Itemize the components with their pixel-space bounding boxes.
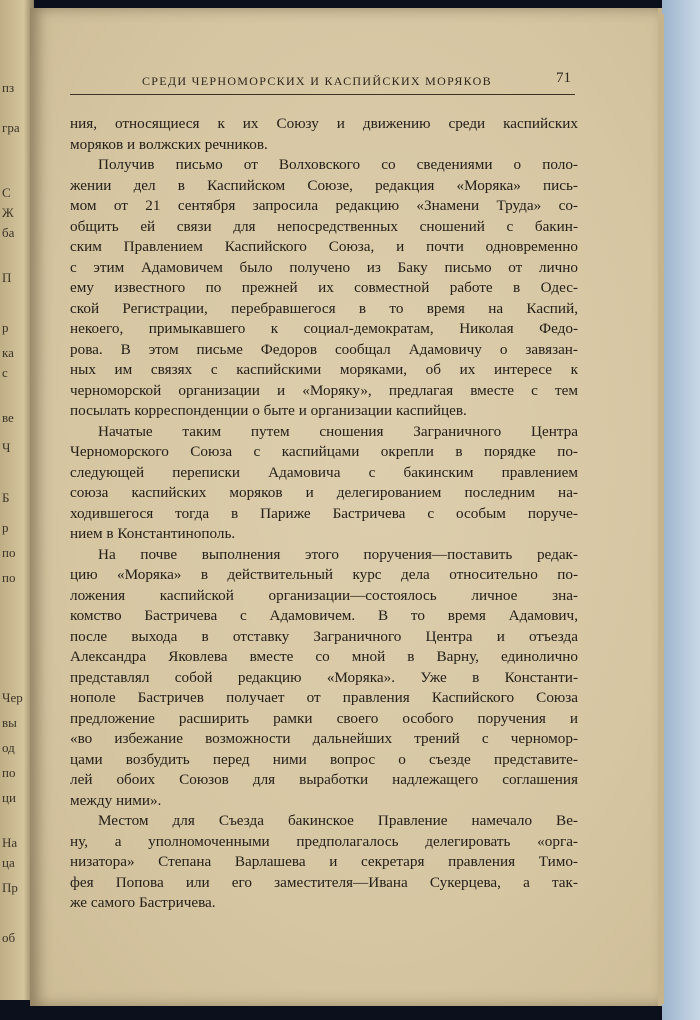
previous-page-edge (0, 0, 34, 1000)
text-line: моряков и волжских речников. (70, 135, 268, 153)
text-line: рова. В этом письме Федоров сообщал Адамовичу о завязан- (70, 340, 578, 358)
text-line: мом от 21 сентября запросила редакцию «Знамени Труда» со- (70, 197, 578, 214)
previous-page-text-fragment: р (2, 320, 9, 335)
previous-page-text-fragment: На (2, 835, 18, 850)
text-line: Местом для Съезда бакинское Правление намечало Ве- (98, 812, 578, 829)
previous-page-text-fragment: ве (2, 410, 14, 425)
text-line: же самого Бастричева. (70, 894, 216, 911)
text-line: нополе Бастричев получает от правления Каспийского Союза (70, 689, 578, 706)
text-line: некоего, примыкавшего к социал-демократам, Николая Федо- (70, 320, 578, 337)
text-line: предложение расширить рамки своего особого поручения и (70, 709, 578, 727)
previous-page-text-fragment: ци (2, 790, 16, 805)
paragraph (70, 114, 578, 155)
text-line: ну, а уполномоченными предполагалось делегировать «орга- (70, 832, 578, 850)
text-line: после выхода в отставку Заграничного Центра и отъезда (70, 627, 578, 645)
paragraph (70, 545, 578, 812)
page-header (70, 66, 575, 95)
previous-page-text-fragment: ца (2, 855, 15, 870)
previous-page-text-fragment: Пр (2, 880, 18, 895)
text-line: черноморской организации и «Моряку», предлагая вместе с тем (70, 381, 578, 399)
text-line: Получив письмо от Волховского со сведениями о поло- (98, 156, 578, 173)
text-line: ложения каспийской организации—состоялось личное зна- (70, 586, 578, 604)
text-line: На почве выполнения этого поручения—поставить редак- (98, 545, 578, 563)
text-line: нием в Константинополь. (70, 525, 236, 542)
paragraph (70, 422, 578, 545)
previous-page-text-fragment: по (2, 765, 16, 780)
previous-page-text-fragment: Чер (2, 690, 23, 705)
text-line: ния, относящиеся к их Союзу и движению среди каспийских (70, 115, 578, 132)
previous-page-text-fragment: П (2, 270, 12, 285)
text-line: Александра Яковлева вместе со мной в Варну, единолично (70, 648, 578, 665)
previous-page-text-fragment: гра (2, 120, 20, 135)
text-line: «во избежание возможности дальнейших трений с черномор- (70, 730, 578, 747)
text-line: цами возбудить перед ними вопрос о съезде представите- (70, 750, 578, 768)
text-line: следующей переписки Адамовича с бакинским правлением (70, 463, 578, 481)
background-board (662, 0, 700, 1020)
text-line: низатора» Степана Варлашева и секретаря правления Тимо- (70, 853, 578, 870)
text-line: ским Правлением Каспийского Союза, и почти одновременно (70, 238, 578, 255)
book-page (30, 8, 658, 1006)
previous-page-text-fragment: од (2, 740, 15, 755)
paragraph (70, 155, 578, 422)
page-number: 71 (556, 70, 571, 86)
text-line: представлял собой редакцию «Моряка». Уже в Константи- (70, 668, 578, 686)
text-line: ской Регистрации, перебравшегося в то время на Каспий, (70, 299, 578, 317)
text-line: ходившегося тогда в Париже Бастричева с особым поруче- (70, 504, 578, 522)
previous-page-text-fragment: ба (2, 225, 15, 240)
text-line: жении дел в Каспийском Союзе, редакция «Моряка» пись- (70, 176, 578, 194)
previous-page-text-fragment: пз (2, 80, 15, 95)
text-line: ему известного по прежней их совместной работе в Одес- (70, 279, 578, 296)
paragraph (70, 811, 578, 914)
previous-page-text-fragment: по (2, 545, 16, 560)
text-line: лей обоих Союзов для выработки надлежащего соглашения (70, 771, 578, 788)
text-line: комство Бастричева с Адамовичем. В то время Адамович, (70, 607, 578, 624)
previous-page-text-fragment: вы (2, 715, 17, 730)
previous-page-text-fragment: С (2, 185, 11, 200)
text-line: Начатые таким путем сношения Заграничного Центра (98, 422, 578, 440)
previous-page-text-fragment: ка (2, 345, 14, 360)
previous-page-text-fragment: с (2, 365, 8, 380)
text-line: общить ей связи для непосредственных сношений с бакин- (70, 217, 578, 235)
text-line: цию «Моряка» в действительный курс дела относительно по- (70, 566, 578, 583)
text-line: с этим Адамовичем было получено из Баку письмо от лично (70, 258, 578, 276)
previous-page-text-fragment: Ж (2, 205, 14, 220)
text-line: посылать корреспонденции о быте и организации каспийцев. (70, 402, 467, 419)
previous-page-text-fragment: об (2, 930, 16, 945)
previous-page-text-fragment: Б (2, 490, 10, 505)
previous-page-text-fragment: р (2, 520, 9, 535)
previous-page-text-fragment: по (2, 570, 16, 585)
previous-page-text-fragment: Ч (2, 440, 11, 455)
text-line: фея Попова или его заместителя—Ивана Сукерцева, а так- (70, 873, 578, 891)
page-body (70, 114, 578, 914)
running-title: СРЕДИ ЧЕРНОМОРСКИХ И КАСПИЙСКИХ МОРЯКОВ (142, 74, 492, 88)
text-line: союза каспийских моряков и делегированием последним на- (70, 484, 578, 501)
text-line: Черноморского Союза с каспийцами окрепли в порядке по- (70, 443, 578, 460)
text-line: ных им связях с каспийскими моряками, об их интересе к (70, 361, 578, 378)
text-line: между ними». (70, 791, 162, 809)
